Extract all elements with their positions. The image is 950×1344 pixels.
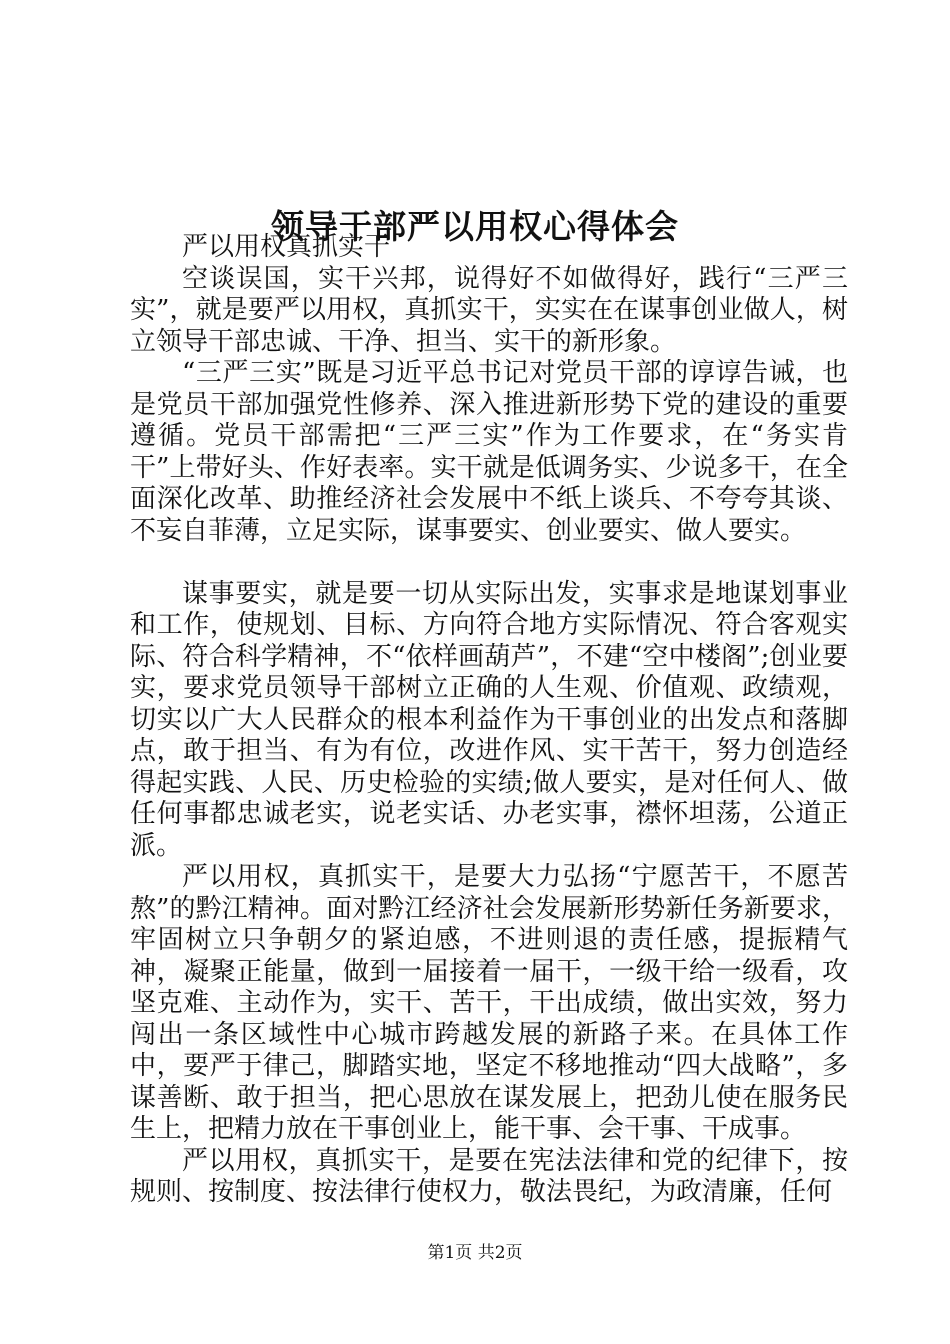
page-title: 领导干部严以用权心得体会: [271, 207, 679, 247]
paragraph-3: 谋事要实，就是要一切从实际出发，实事求是地谋划事业和工作，使规划、目标、方向符合地方实际情况、符合客观实际、符合科学精神，不“依样画葫芦”，不建“空中楼阁”;创业要实，要求党员领导干部树立正确的人生观、价值观、政绩观，切实以广大人民群众的根本利益作为干事创业的出发点和落脚点，敢于担当、有为有位，改进作风、实干苦干，努力创造经得起实践、人民、历史检验的实绩;做人要实，是对任何人、做任何事都忠诚老实，说老实话、办老实事，襟怀坦荡，公道正派。: [130, 578, 848, 861]
section-heading: 严以用权真抓实干: [182, 232, 391, 262]
paragraph-5: 严以用权，真抓实干，是要在宪法法律和党的纪律下，按规则、按制度、按法律行使权力，敬法畏纪，为政清廉，任何: [130, 1145, 848, 1207]
document-body: [130, 232, 848, 1209]
page-footer: 第1页 共2页: [427, 1243, 523, 1263]
paragraph-1: 空谈误国，实干兴邦，说得好不如做得好，践行“三严三实”，就是要严以用权，真抓实干，实实在在谋事创业做人，树立领导干部忠诚、干净、担当、实干的新形象。: [130, 263, 848, 357]
paragraph-4: 严以用权，真抓实干，是要大力弘扬“宁愿苦干，不愿苦熬”的黔江精神。面对黔江经济社会发展新形势新任务新要求，牢固树立只争朝夕的紧迫感，不进则退的责任感，提振精气神，凝聚正能量，做到一届接着一届干，一级干给一级看，攻坚克难、主动作为，实干、苦干，干出成绩，做出实效，努力闯出一条区域性中心城市跨越发展的新路子来。在具体工作中，要严于律己，脚踏实地，坚定不移地推动“四大战略”，多谋善断、敢于担当，把心思放在谋发展上，把劲儿使在服务民生上，把精力放在干事创业上，能干事、会干事、干成事。: [130, 862, 848, 1144]
paragraph-2: “三严三实”既是习近平总书记对党员干部的谆谆告诫，也是党员干部加强党性修养、深入推进新形势下党的建设的重要遵循。党员干部需把“三严三实”作为工作要求，在“务实肯干”上带好头、作好表率。实干就是低调务实、少说多干，在全面深化改革、助推经济社会发展中不纸上谈兵、不夸夸其谈、不妄自菲薄，立足实际，谋事要实、创业要实、做人要实。: [130, 358, 848, 546]
blank-line: [130, 547, 848, 579]
